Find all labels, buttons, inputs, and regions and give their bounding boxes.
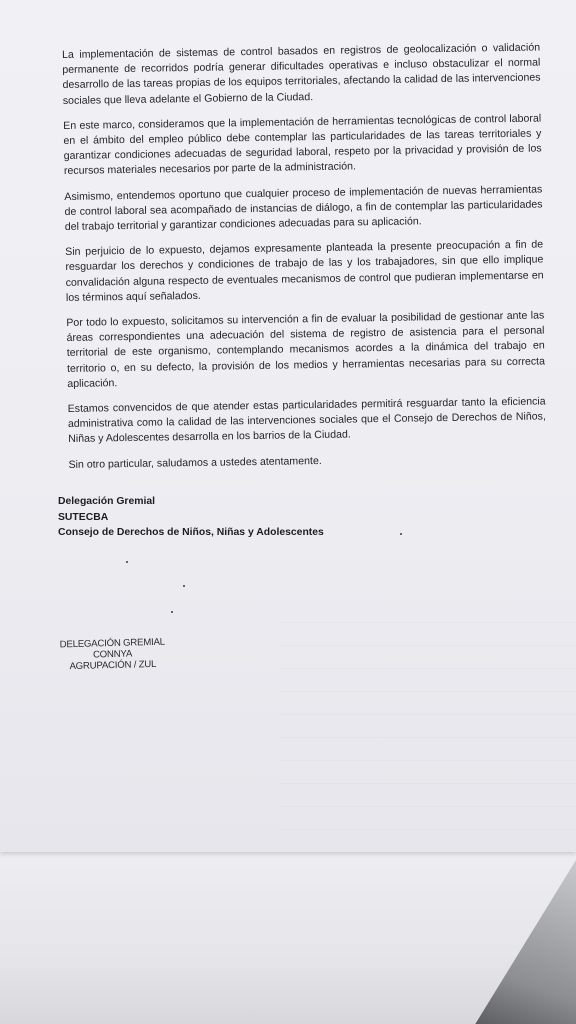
- paragraph: Estamos convencidos de que atender estas particularidades permitirá resguardar tanto la eficiencia administrativa como la calidad de las intervenciones sociales que el Consejo de Derechos de Niños, Niñas y Adolescentes desarrolla en los barrios de la Ciudad.: [67, 395, 546, 446]
- letter-body: [62, 40, 547, 482]
- ink-dot: [171, 611, 173, 613]
- paragraph: Asimismo, entendemos oportuno que cualquier proceso de implementación de nuevas herramientas de control laboral sea acompañado de instancias de diálogo, a fin de contemplar las particularidades del trabajo territorial y garantizar condiciones adecuadas para su aplicación.: [64, 183, 543, 234]
- paragraph: La implementación de sistemas de control basados en registros de geolocalización o validación permanente de recorridos podría generar dificultades operativas e incluso obstaculizar el normal desarrollo de las tareas propias de los equipos territoriales, afectando la calidad de las intervenciones sociales que lleva adelante el Gobierno de la Ciudad.: [62, 41, 541, 107]
- union-stamp: [60, 637, 166, 673]
- paragraph: En este marco, consideramos que la implementación de herramientas tecnológicas de control laboral en el ámbito del empleo público debe contemplar las particularidades de las tareas territoriales y garantizar condiciones adecuadas de seguridad laboral, respeto por la privacidad y provisión de los recursos materiales necesarios por parte de la administración.: [63, 112, 542, 178]
- stamp-line: AGRUPACIÓN / ZUL: [69, 658, 157, 673]
- signature-line: Consejo de Derechos de Niños, Niñas y Adolescentes: [58, 527, 324, 538]
- signature-line: SUTECBA: [58, 511, 109, 523]
- signature-block: [58, 494, 324, 541]
- paragraph: Por todo lo expuesto, solicitamos su intervención a fin de evaluar la posibilidad de gestionar ante las áreas correspondientes una adecuación del sistema de registro de asistencia para el personal territorial de este organismo, contemplando mecanismos acordes a la dinámica del trabajo en territorio o, en su defecto, la provisión de los medios y herramientas necesarias para su correcta aplicación.: [66, 309, 546, 390]
- signature-line: Delegación Gremial: [58, 496, 156, 507]
- stamp-line: CONNYA: [92, 648, 133, 661]
- paragraph: Sin perjuicio de lo expuesto, dejamos expresamente planteada la presente preocupación a fin de resguardar los derechos y condiciones de trabajo de las y los trabajadores, sin que ello implique convalidación alguna respecto de eventuales mecanismos de control que pudieran implementarse en los términos aquí señalados.: [65, 238, 544, 304]
- reverse-side-bleed: [280, 600, 576, 850]
- table-surface: [0, 850, 576, 1024]
- ink-dot: [400, 533, 402, 535]
- ink-dot: [183, 585, 185, 587]
- closing-paragraph: Sin otro particular, saludamos a ustedes atentamente.: [68, 454, 322, 471]
- ink-dot: [126, 561, 128, 563]
- stamp-line: DELEGACIÓN GREMIAL: [59, 636, 165, 651]
